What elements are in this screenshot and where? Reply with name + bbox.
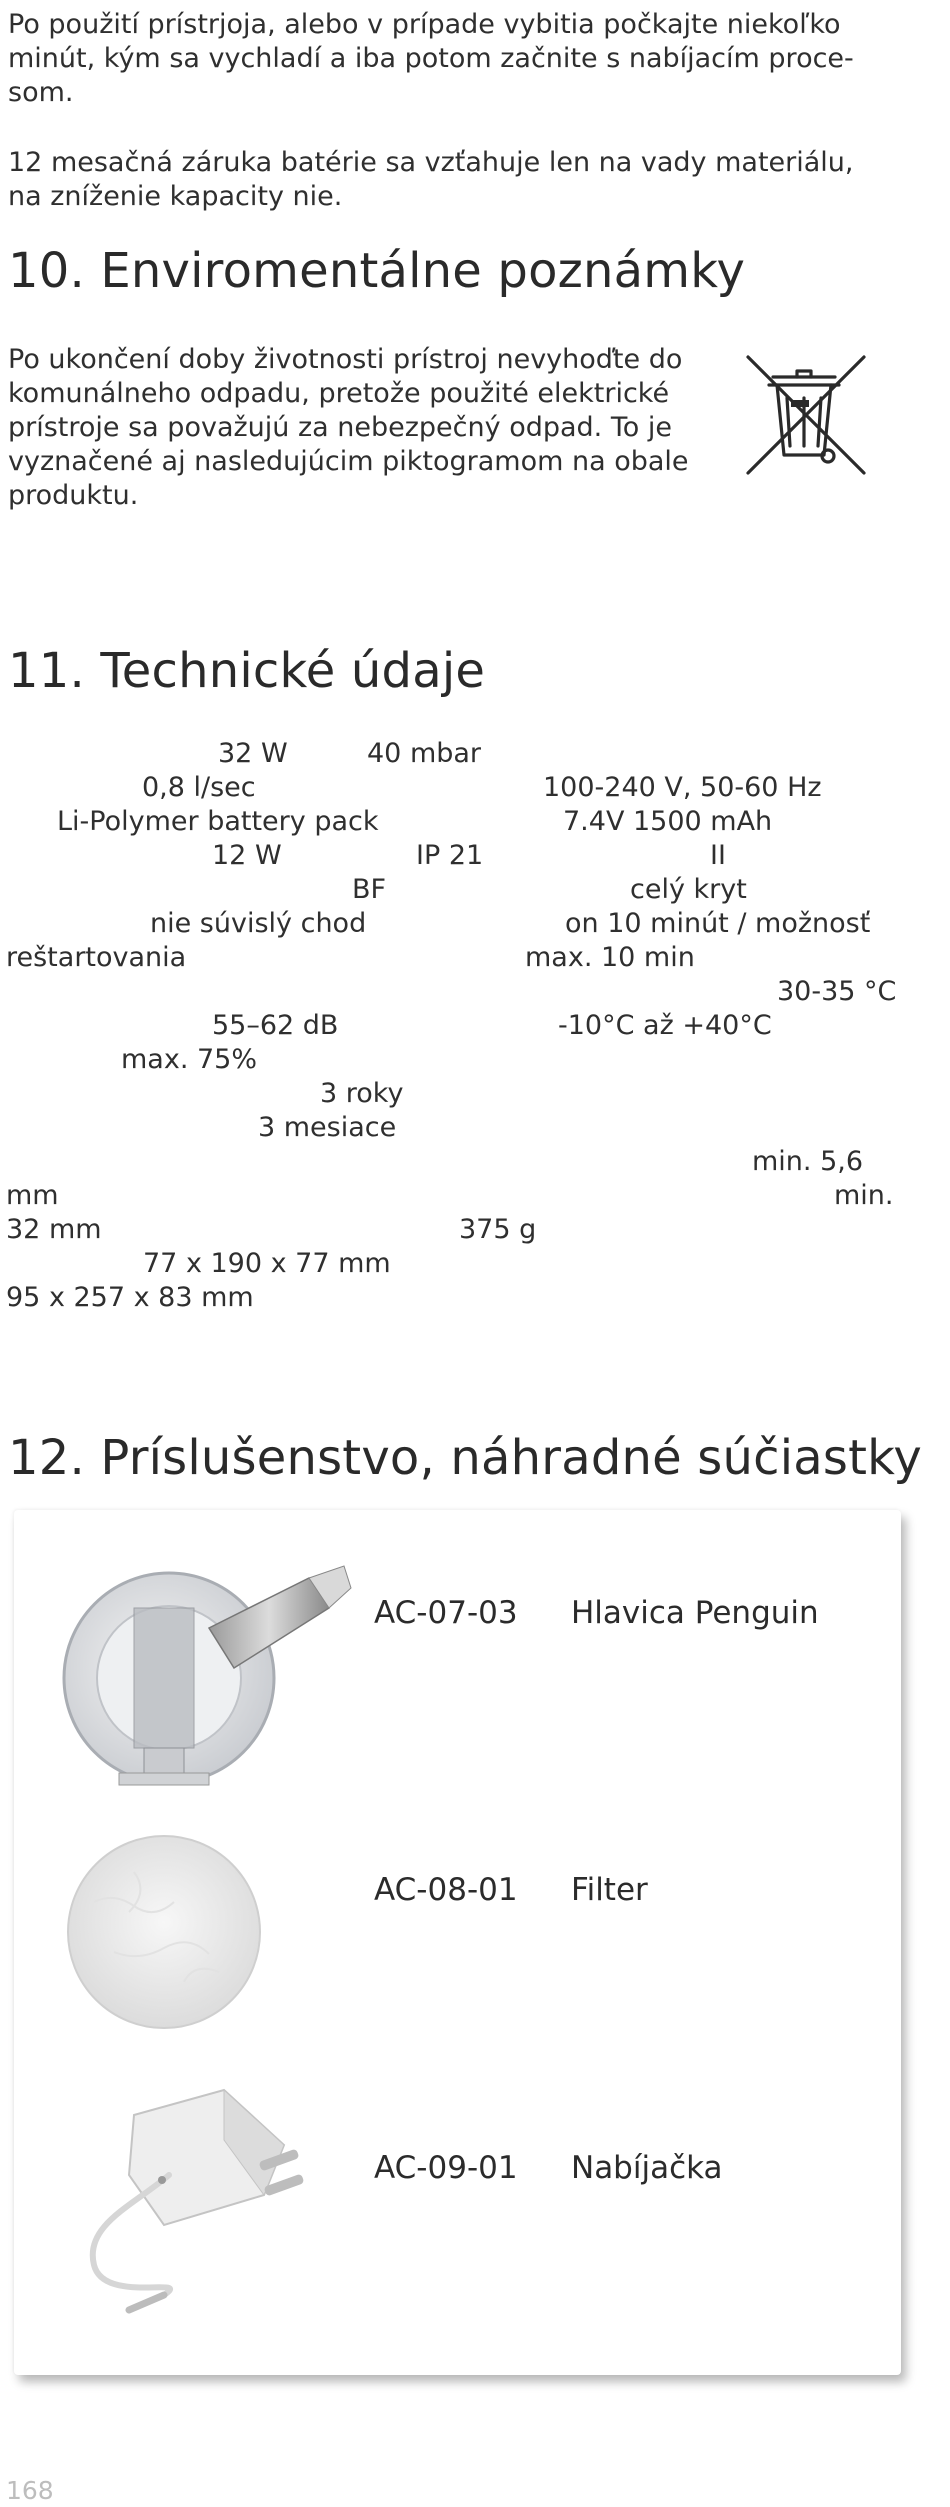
spec-value: min. 5,6 bbox=[752, 1146, 864, 1177]
section-10-heading: 10. Enviromentálne poznámky bbox=[8, 243, 746, 299]
spec-value: on 10 minút / možnosť bbox=[565, 908, 871, 939]
intro-paragraph-2 bbox=[8, 146, 854, 214]
accessory-code: AC-09-01 bbox=[374, 2150, 518, 2186]
text-line: prístroje sa považujú za nebezpečný odpad. To je bbox=[8, 412, 672, 443]
spec-value: 40 mbar bbox=[367, 738, 482, 769]
crossed-out-wheelie-bin-icon bbox=[743, 352, 869, 482]
spec-value: min. bbox=[834, 1180, 894, 1211]
accessory-name: Filter bbox=[571, 1872, 648, 1908]
page-number: 168 bbox=[6, 2476, 54, 2505]
spec-value: max. 10 min bbox=[525, 942, 695, 973]
spec-value: celý kryt bbox=[630, 874, 747, 905]
spec-value: max. 75% bbox=[121, 1044, 258, 1075]
text-line: 12 mesačná záruka batérie sa vzťahuje len na vady materiálu, bbox=[8, 147, 854, 178]
spec-value: 95 x 257 x 83 mm bbox=[6, 1282, 254, 1313]
spec-value: II bbox=[710, 840, 726, 871]
text-line: produktu. bbox=[8, 480, 139, 511]
spec-value: -10°C až +40°C bbox=[558, 1010, 772, 1041]
filter-pad-image bbox=[64, 1832, 264, 2036]
accessory-code: AC-08-01 bbox=[374, 1872, 518, 1908]
spec-value: 7.4V 1500 mAh bbox=[563, 806, 773, 837]
accessory-name: Hlavica Penguin bbox=[571, 1595, 819, 1631]
spec-value: 77 x 190 x 77 mm bbox=[143, 1248, 391, 1279]
penguin-head-image bbox=[59, 1558, 379, 1802]
text-line: na zníženie kapacity nie. bbox=[8, 181, 343, 212]
spec-value: 32 mm bbox=[6, 1214, 102, 1245]
spec-value: Li-Polymer battery pack bbox=[57, 806, 379, 837]
section-10-text bbox=[8, 343, 689, 513]
accessories-card bbox=[14, 1510, 901, 2375]
text-line: minút, kým sa vychladí a iba potom začnite s nabíjacím proce- bbox=[8, 43, 854, 74]
text-line: Po ukončení doby životnosti prístroj nevyhoďte do bbox=[8, 344, 683, 375]
charger-image bbox=[74, 2085, 314, 2319]
spec-value: 55–62 dB bbox=[212, 1010, 339, 1041]
text-line: som. bbox=[8, 77, 74, 108]
spec-value: mm bbox=[6, 1180, 59, 1211]
text-line: vyznačené aj nasledujúcim piktogramom na obale bbox=[8, 446, 689, 477]
spec-value: IP 21 bbox=[416, 840, 484, 871]
section-12-heading: 12. Príslušenstvo, náhradné súčiastky bbox=[8, 1430, 922, 1486]
spec-value: 32 W bbox=[218, 738, 288, 769]
spec-value: 12 W bbox=[212, 840, 282, 871]
spec-value: 3 mesiace bbox=[258, 1112, 397, 1143]
spec-value: 30-35 °C bbox=[777, 976, 897, 1007]
spec-value: BF bbox=[352, 874, 387, 905]
spec-value: 3 roky bbox=[320, 1078, 404, 1109]
text-line: Po použití prístrjoja, alebo v prípade vybitia počkajte niekoľko bbox=[8, 9, 841, 40]
spec-value: reštartovania bbox=[6, 942, 187, 973]
accessory-name: Nabíjačka bbox=[571, 2150, 723, 2186]
text-line: komunálneho odpadu, pretože použité elektrické bbox=[8, 378, 670, 409]
intro-paragraph-1 bbox=[8, 8, 854, 110]
spec-value: nie súvislý chod bbox=[150, 908, 367, 939]
spec-value: 0,8 l/sec bbox=[142, 772, 256, 803]
accessory-code: AC-07-03 bbox=[374, 1595, 518, 1631]
spec-value: 100-240 V, 50-60 Hz bbox=[543, 772, 822, 803]
spec-value: 375 g bbox=[459, 1214, 537, 1245]
section-11-heading: 11. Technické údaje bbox=[8, 643, 486, 699]
